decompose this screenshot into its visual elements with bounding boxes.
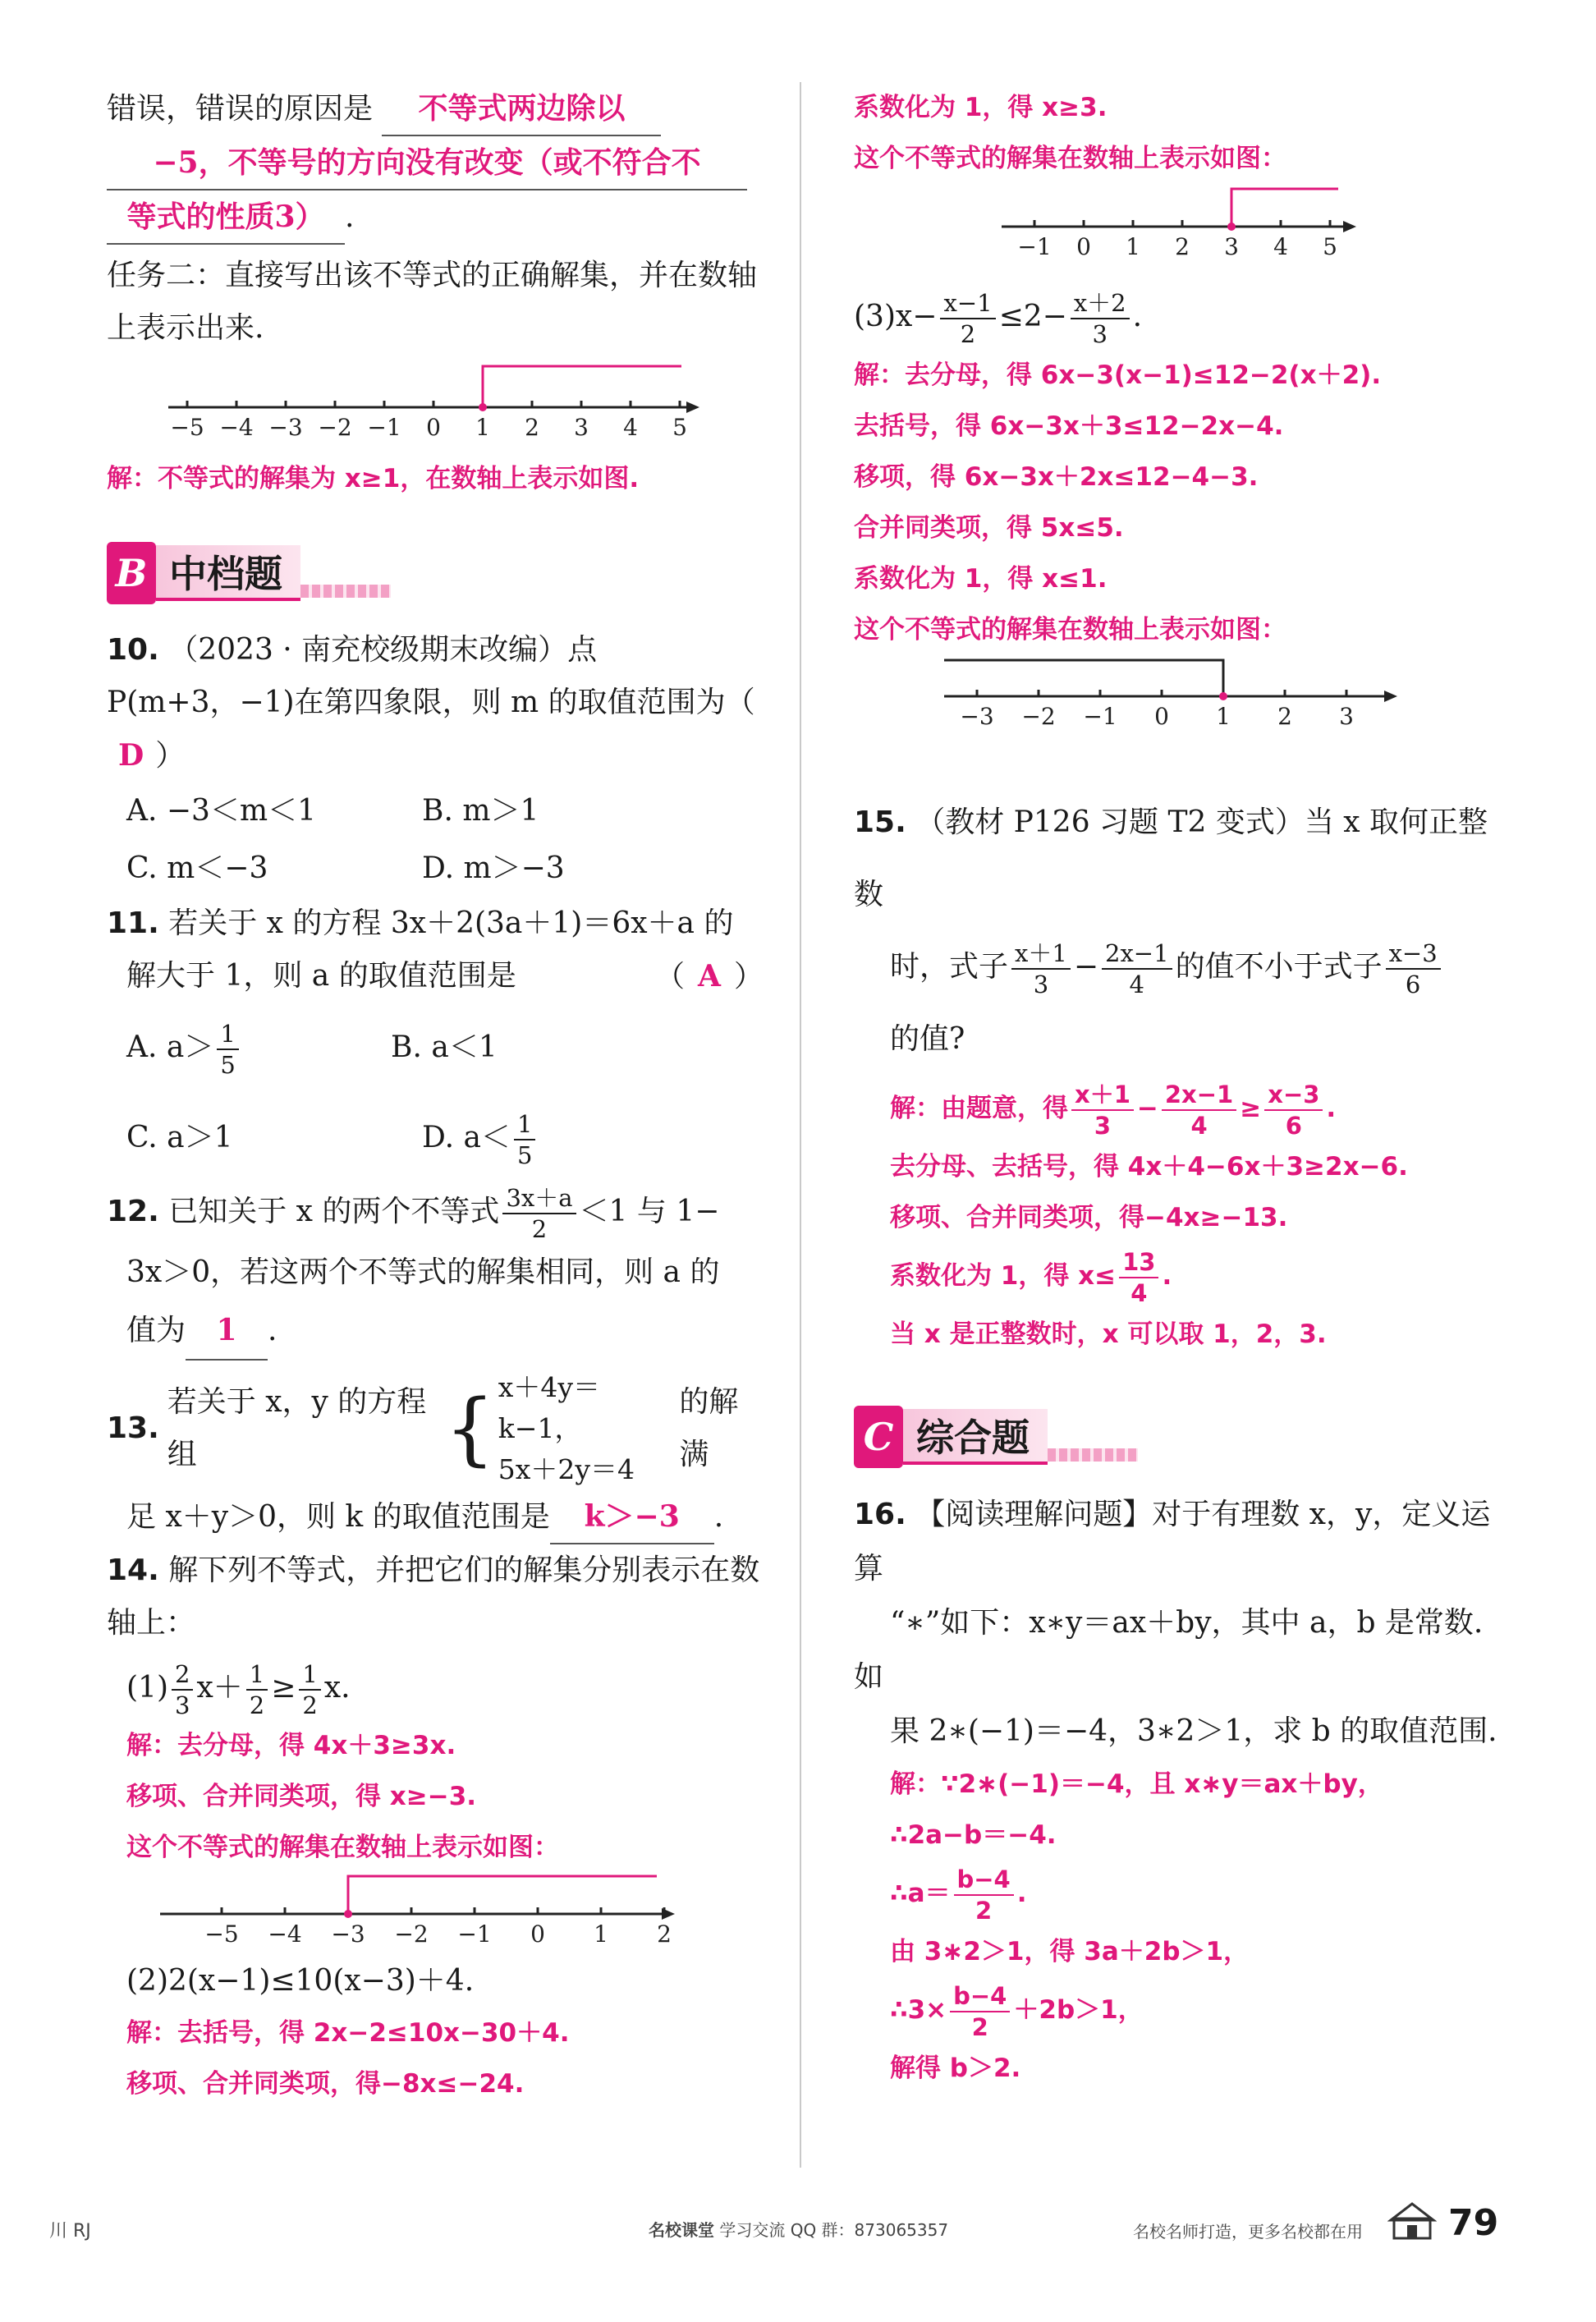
tick-label: 1	[1216, 703, 1231, 730]
q14-p1-frac3-den: 2	[302, 1691, 318, 1719]
tick-label: 2	[1175, 233, 1190, 260]
task-one-prefix: 错误，错误的原因是	[107, 92, 374, 126]
q11-option-a: A. a＞	[126, 1030, 214, 1064]
tick-label: −3	[331, 1920, 365, 1948]
tick-label: −2	[318, 414, 352, 441]
footer-qq: 学习交流 QQ 群：873065357	[719, 2220, 949, 2240]
q16-s3-frac-den: 2	[975, 1896, 993, 1925]
question-16	[854, 1488, 1502, 1759]
q13-equation-2: 5x＋2y＝4	[498, 1453, 635, 1485]
q15-number: 15.	[854, 805, 906, 839]
tick-label: −4	[219, 414, 254, 441]
q13-number: 13.	[107, 1411, 159, 1445]
q15-sol-f1-den: 3	[1094, 1111, 1112, 1140]
q15-step3	[854, 1243, 1502, 1309]
q11-d-frac-num: 1	[514, 1109, 535, 1140]
page-number: 79	[1448, 2202, 1499, 2244]
q14-p1-step3: 这个不等式的解集在数轴上表示如图：	[126, 1833, 559, 1862]
q14-p3-step2: 去括号，得 6x−3x＋3≤12−2x−4.	[854, 411, 1284, 441]
solution-point	[1227, 223, 1236, 231]
q14-p3-step5: 系数化为 1，得 x≤1.	[854, 564, 1108, 594]
q14-p1-frac1-den: 3	[175, 1691, 190, 1719]
q14-p2-step2: 移项、合并同类项，得−8x≤−24.	[126, 2069, 525, 2099]
task-two-text: 任务二：直接写出该不等式的正确解集，并在数轴上表示出来.	[107, 259, 758, 345]
q16-text1: 【阅读理解问题】对于有理数 x，y，定义运算	[854, 1498, 1491, 1585]
q12-text-d: 值为	[126, 1314, 186, 1347]
question-13	[107, 1367, 764, 1544]
q15-step3-end: .	[1162, 1261, 1172, 1291]
q14-p2-number-line	[854, 184, 1478, 266]
q15-step1: 去分母、去括号，得 4x＋4−6x＋3≥2x−6.	[890, 1152, 1408, 1182]
tick-label: −3	[960, 703, 994, 730]
axis-arrow	[686, 402, 699, 413]
q10-option-d: D. m＞−3	[422, 851, 565, 885]
q16-step4: 由 3∗2＞1，得 3a＋2b＞1，	[890, 1937, 1250, 1966]
tick-label: 2	[657, 1920, 672, 1948]
q16-s5-frac-num: b−4	[950, 1981, 1010, 2012]
solution-point	[344, 1910, 352, 1918]
q16-s5-a: ∴3×	[890, 1995, 947, 2025]
tick-label: 1	[594, 1920, 608, 1948]
tick-label: −1	[457, 1920, 492, 1948]
q10-option-a: A. −3＜m＜1	[126, 794, 316, 828]
task-one-suffix: .	[345, 200, 355, 234]
tick-label: 3	[1224, 233, 1239, 260]
q16-s3-a: ∴a＝	[890, 1879, 951, 1908]
q14-p1-number-line	[107, 1873, 731, 1955]
q11-text1: 若关于 x 的方程 3x＋2(3a＋1)＝6x＋a 的	[168, 906, 734, 940]
tick-label: −4	[268, 1920, 302, 1948]
task-two-solution: 解：不等式的解集为 x≥1，在数轴上表示如图.	[107, 464, 640, 493]
q15-step3-a: 系数化为 1，得 x≤	[890, 1261, 1117, 1291]
q15-step4: 当 x 是正整数时，x 可以取 1，2，3.	[890, 1319, 1327, 1349]
q15-text-c: 的值不小于式子	[1175, 950, 1383, 984]
q16-text2: “∗”如下：x∗y＝ax＋by，其中 a，b 是常数.如	[854, 1606, 1484, 1694]
q14-p3-mid: ≤2−	[998, 300, 1067, 333]
tick-label: −2	[1021, 703, 1056, 730]
q16-step5	[854, 1977, 1502, 2043]
q14-p1-frac1-num: 2	[172, 1659, 193, 1691]
q11-d-frac-den: 5	[516, 1141, 533, 1169]
q14-part2: (2)2(x−1)≤10(x−3)＋4.	[126, 1964, 475, 1998]
tick-label: −5	[204, 1920, 239, 1948]
footer-brand: 名校课堂	[649, 2220, 714, 2240]
q12-end: .	[268, 1314, 277, 1347]
solution-ray	[1231, 189, 1338, 227]
q13-answer: k＞−3	[550, 1490, 714, 1544]
q12-text-c: 3x＞0，若这两个不等式的解集相同，则 a 的	[126, 1255, 720, 1289]
q11-option-d: D. a＜	[422, 1121, 511, 1154]
q14-p3-frac1-den: 2	[960, 320, 976, 348]
question-10	[107, 624, 764, 782]
q15-step2: 移项、合并同类项，得−4x≥−13.	[890, 1203, 1288, 1232]
q16-s3-frac-num: b−4	[954, 1865, 1014, 1896]
q16-s3-end: .	[1016, 1879, 1027, 1908]
q10-text: （2023 · 南充校级期末改编）点 P(m+3，−1)在第四象限，则 m 的取值范围为（	[107, 633, 755, 719]
q13-text-b: 的解满	[679, 1385, 739, 1471]
section-b-decoration	[300, 585, 391, 598]
q10-number: 10.	[107, 633, 159, 667]
q15-solution-line1	[854, 1076, 1502, 1141]
q15-sol-f3-den: 6	[1285, 1111, 1302, 1140]
tick-label: 3	[574, 414, 589, 441]
q14-p1-rel: ≥	[271, 1671, 296, 1705]
q15-sol-f1-num: x＋1	[1071, 1080, 1134, 1111]
section-c-header	[854, 1401, 1502, 1473]
q14-p1-frac2-num: 1	[246, 1659, 268, 1691]
q11-answer: A	[698, 959, 721, 994]
q14-p1-end: x.	[323, 1671, 351, 1705]
q14-p1-label: (1)	[126, 1671, 168, 1705]
q16-text3: 果 2∗(−1)＝−4，3∗2＞1，求 b 的取值范围.	[890, 1714, 1497, 1748]
section-b-title: 中档题	[156, 545, 300, 601]
q16-step2: ∴2a−b＝−4.	[890, 1820, 1057, 1850]
solution-point	[479, 403, 487, 411]
tick-label: 0	[426, 414, 441, 441]
q14-part1	[107, 1656, 764, 1720]
q13-brace: {	[444, 1383, 495, 1475]
q15-sol-f2-num: 2x−1	[1162, 1080, 1236, 1111]
q10-option-b: B. m＞1	[422, 794, 539, 828]
tick-label: −1	[367, 414, 401, 441]
q11-text2: 解大于 1，则 a 的取值范围是	[126, 959, 516, 993]
q14-p1-frac2-den: 2	[249, 1691, 265, 1719]
tick-label: 5	[1323, 233, 1337, 260]
axis-arrow	[1384, 691, 1397, 702]
q15-text-a: （教材 P126 习题 T2 变式）当 x 取何正整数	[854, 805, 1488, 911]
task-one-answer-line3: 等式的性质3）	[107, 190, 345, 245]
section-c-title: 综合题	[903, 1409, 1048, 1465]
q11-number: 11.	[107, 906, 159, 940]
q15-step3-frac-den: 4	[1130, 1278, 1148, 1307]
right-column	[854, 82, 1502, 2094]
tick-label: −2	[394, 1920, 429, 1948]
tick-label: −1	[1017, 233, 1052, 260]
q15-step3-frac-num: 13	[1119, 1247, 1158, 1278]
question-14	[107, 1544, 764, 1650]
q16-number: 16.	[854, 1498, 906, 1531]
tick-label: 5	[672, 414, 687, 441]
q15-sol-f3-num: x−3	[1264, 1080, 1323, 1111]
axis-arrow	[1343, 221, 1356, 232]
q12-answer: 1	[186, 1301, 268, 1361]
tick-label: −3	[268, 414, 303, 441]
q15-f1-num: x＋1	[1011, 938, 1071, 970]
task-one-answer-line2: −5，不等号的方向没有改变（或不符合不	[107, 136, 747, 190]
q10-answer: D	[118, 738, 144, 773]
q14-p1-step1: 解：去分母，得 4x＋3≥3x.	[126, 1731, 456, 1760]
q14-p3-frac2-num: x＋2	[1071, 288, 1130, 319]
q11-a-frac-num: 1	[217, 1019, 238, 1050]
solution-ray	[348, 1876, 657, 1914]
q10-options-row2	[107, 840, 764, 897]
q15-f2-den: 4	[1129, 971, 1144, 998]
q13-end: .	[713, 1500, 724, 1534]
section-b-header	[107, 537, 764, 609]
q12-frac-num: 3x＋a	[502, 1183, 576, 1214]
left-column	[107, 82, 764, 2109]
q15-text-b: 时，式子	[890, 950, 1009, 984]
tick-label: −1	[1083, 703, 1117, 730]
footer-brand-qq	[649, 2217, 948, 2241]
tick-label: 1	[1126, 233, 1140, 260]
school-logo-icon	[1387, 2199, 1437, 2245]
q11-a-frac-den: 5	[220, 1051, 236, 1079]
q15-minus: −	[1073, 950, 1098, 984]
q14-p3-label: (3)x−	[854, 300, 938, 333]
q14-text: 解下列不等式，并把它们的解集分别表示在数轴上：	[107, 1553, 760, 1640]
q15-sol-a: 解：由题意，得	[890, 1094, 1068, 1123]
q16-s5-end: ＋2b＞1，	[1013, 1995, 1144, 2025]
q14-p1-step2: 移项、合并同类项，得 x≥−3.	[126, 1782, 477, 1811]
question-11: 11. 若关于 x 的方程 3x＋2(3a＋1)＝6x＋a 的 解大于 1，则 a 的取值范围是 （ A ）	[107, 906, 764, 994]
tick-label: −5	[170, 414, 204, 441]
tick-label: 4	[623, 414, 638, 441]
q12-text-b: ＜1 与 1−	[579, 1195, 720, 1228]
q14-p3-frac1-num: x−1	[940, 288, 995, 319]
q10-close: ）	[155, 739, 186, 773]
q14-p2-step1: 解：去括号，得 2x−2≤10x−30＋4.	[126, 2018, 570, 2048]
q14-p3-step3: 移项，得 6x−3x＋2x≤12−4−3.	[854, 462, 1259, 492]
solution-point	[1219, 692, 1227, 700]
q14-number: 14.	[107, 1553, 159, 1587]
q16-step1: 解：∵2∗(−1)＝−4，且 x∗y＝ax＋by，	[890, 1769, 1383, 1799]
q10-options-row1	[107, 782, 764, 840]
q11-option-b: B. a＜1	[391, 1030, 498, 1064]
q11-options-row2	[107, 1093, 764, 1183]
q15-f2-num: 2x−1	[1102, 938, 1172, 970]
q14-p1-mid: x＋	[196, 1671, 243, 1705]
q16-s5-frac-den: 2	[971, 2012, 988, 2041]
q14-p3-end: .	[1132, 300, 1143, 333]
question-12	[107, 1183, 764, 1361]
q15-f1-den: 3	[1033, 971, 1049, 998]
q14-p1-frac3-num: 1	[299, 1659, 320, 1691]
footer-edition: 川 RJ	[49, 2221, 91, 2242]
q14-p3-step4: 合并同类项，得 5x≤5.	[854, 513, 1124, 543]
q11-option-c: C. a＞1	[126, 1121, 233, 1154]
tick-label: 0	[1076, 233, 1091, 260]
tick-label: 2	[1277, 703, 1292, 730]
q14-p3-step6: 这个不等式的解集在数轴上表示如图：	[854, 615, 1286, 645]
q15-sol-f2-den: 4	[1190, 1111, 1208, 1140]
q13-text-a: 若关于 x，y 的方程组	[167, 1385, 427, 1471]
tick-label: 2	[525, 414, 539, 441]
q15-f3-num: x−3	[1386, 938, 1441, 970]
q14-p2-step3: 系数化为 1，得 x≥3.	[854, 93, 1108, 122]
q13-equation-1: x＋4y＝k−1，	[498, 1371, 601, 1444]
task-one-answer-line1: 不等式两边除以	[382, 82, 661, 136]
q16-step6: 解得 b＞2.	[890, 2054, 1021, 2083]
section-c-letter: C	[854, 1406, 903, 1468]
q14-p3-frac2-den: 3	[1092, 320, 1108, 348]
q16-step3	[854, 1861, 1502, 1926]
q12-text-a: 已知关于 x 的两个不等式	[168, 1195, 500, 1228]
q15-text-d: 的值?	[890, 1022, 965, 1056]
q14-p3-step1: 解：去分母，得 6x−3(x−1)≤12−2(x＋2).	[854, 360, 1382, 390]
section-b-letter: B	[107, 542, 156, 604]
tick-label: 1	[475, 414, 490, 441]
tick-label: 3	[1339, 703, 1354, 730]
column-divider	[800, 82, 801, 2168]
page-footer	[0, 2191, 1596, 2248]
tick-label: 4	[1273, 233, 1288, 260]
question-15	[854, 787, 1502, 1076]
task-one-tail	[107, 82, 764, 245]
q11-options-row1	[107, 1003, 655, 1093]
footer-slogan: 名校名师打造，更多名校都在用	[1133, 2222, 1363, 2242]
q15-sol-minus: −	[1136, 1094, 1158, 1123]
q12-frac-den: 2	[531, 1215, 548, 1243]
q10-option-c: C. m＜−3	[126, 851, 268, 885]
q12-number: 12.	[107, 1195, 159, 1228]
q14-p3-number-line	[854, 655, 1478, 737]
task-two-number-line	[107, 363, 731, 453]
solution-ray	[944, 660, 1223, 696]
q15-sol-ge: ≥	[1240, 1094, 1262, 1123]
q14-part3	[854, 284, 1502, 350]
q15-sol-end: .	[1326, 1094, 1337, 1123]
q15-f3-den: 6	[1405, 971, 1421, 998]
section-c-decoration	[1048, 1448, 1138, 1462]
tick-label: 0	[1154, 703, 1169, 730]
q14-p2-step4: 这个不等式的解集在数轴上表示如图：	[854, 144, 1286, 173]
q13-text-c: 足 x＋y＞0，则 k 的取值范围是	[126, 1500, 550, 1534]
tick-label: 0	[530, 1920, 545, 1948]
